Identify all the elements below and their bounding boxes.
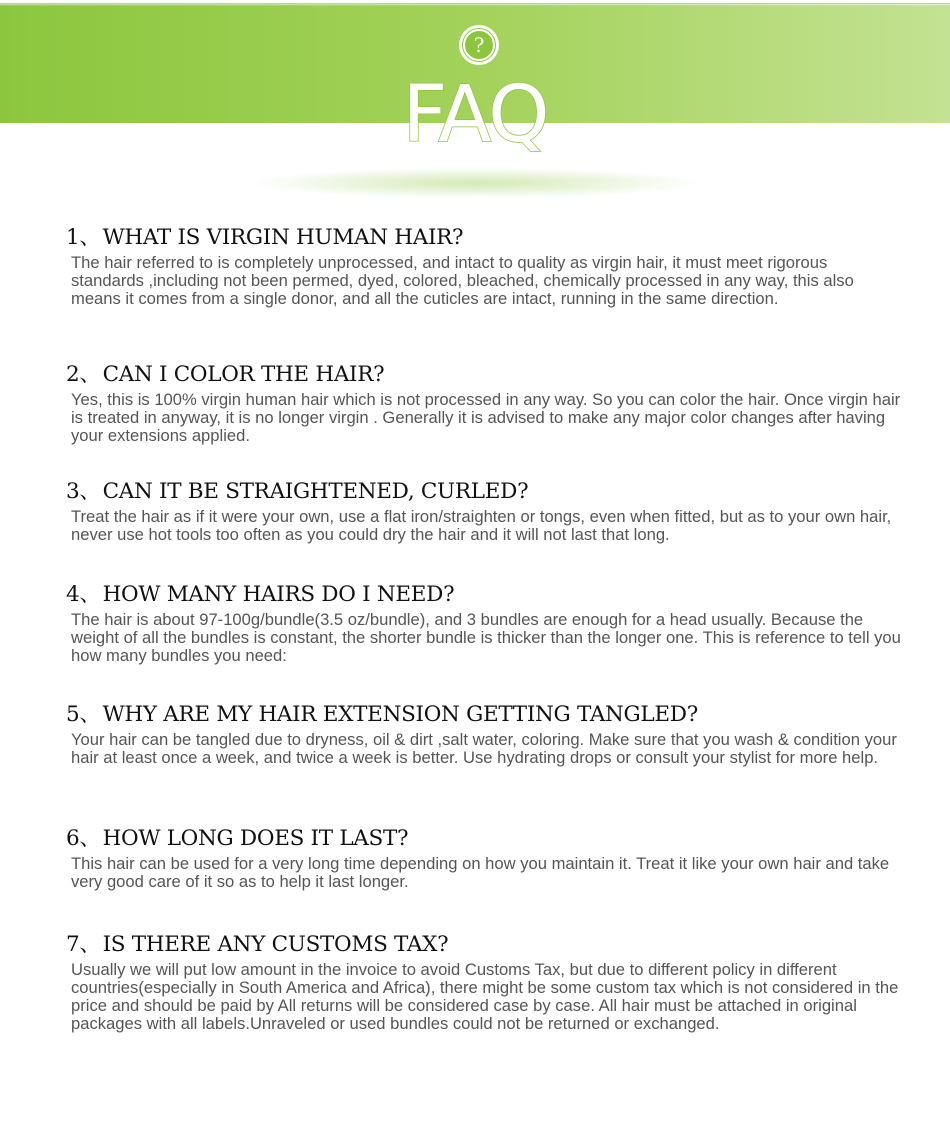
faq-answer: The hair is about 97-100g/bundle(3.5 oz/bundle), and 3 bundles are enough for a head usually. Because the weight of all the bundles is constant, the shorter bundle is thicker than the longer one. This is reference to tell you how many bundles you need:	[71, 610, 901, 665]
faq-question	[66, 361, 896, 389]
faq-question-text: IS THERE ANY CUSTOMS TAX?	[102, 932, 449, 957]
faq-answer: Yes, this is 100% virgin human hair which is not processed in any way. So you can color the hair. Once virgin hair is treated in anyway, it is no longer virgin . Generally it is advised to make any major color changes after having your extensions applied.	[71, 390, 901, 445]
faq-number: 3、	[66, 479, 101, 504]
faq-question-text: CAN I COLOR THE HAIR?	[102, 362, 385, 387]
question-mark-icon	[459, 25, 499, 65]
faq-answer: This hair can be used for a very long time depending on how you maintain it. Treat it like your own hair and take very good care of it so as to help it last longer.	[71, 854, 890, 891]
faq-question	[66, 825, 896, 853]
faq-item-1	[66, 224, 896, 308]
header-divider-line	[0, 3, 950, 4]
faq-number: 4、	[66, 582, 101, 607]
faq-answer: Treat the hair as if it were your own, use a flat iron/straighten or tongs, even when fitted, but as to your own hair, never use hot tools too often as you could dry the hair and it will not last that long.	[71, 507, 892, 544]
faq-question-text: WHY ARE MY HAIR EXTENSION GETTING TANGLED?	[102, 702, 698, 727]
faq-question	[66, 478, 896, 506]
question-mark-symbol: ?	[463, 29, 495, 61]
faq-question	[66, 224, 896, 252]
faq-question-text: HOW MANY HAIRS DO I NEED?	[102, 582, 455, 607]
faq-item-7	[66, 931, 899, 1033]
faq-question-text: HOW LONG DOES IT LAST?	[102, 826, 409, 851]
faq-number: 7、	[66, 932, 101, 957]
faq-number: 2、	[66, 362, 101, 387]
faq-number: 6、	[66, 826, 101, 851]
faq-question-text: CAN IT BE STRAIGHTENED, CURLED?	[102, 479, 529, 504]
faq-item-2	[66, 361, 901, 445]
faq-answer: Usually we will put low amount in the invoice to avoid Customs Tax, but due to different policy in different countries(especially in South America and Africa), there might be some custom tax which is not considered in the price and should be paid by All returns will be considered case by case. All hair must be attached in original packages with all labels.Unraveled or used bundles could not be returned or exchanged.	[71, 960, 899, 1033]
faq-answer: Your hair can be tangled due to dryness, oil & dirt ,salt water, coloring. Make sure that you wash & condition your hair at least once a week, and twice a week is better. Use hydrating drops or consult your stylist for more help.	[71, 730, 897, 767]
faq-question	[66, 581, 896, 609]
faq-item-3	[66, 478, 896, 544]
faq-question	[66, 931, 896, 959]
faq-item-4	[66, 581, 901, 665]
title-glow-decoration	[255, 168, 695, 198]
faq-question	[66, 701, 896, 729]
faq-item-6	[66, 825, 896, 891]
faq-answer: The hair referred to is completely unprocessed, and intact to quality as virgin hair, it must meet rigorous standards ,including not been permed, dyed, colored, bleached, chemically processed in any way, this also means it comes from a single donor, and all the cuticles are intact, running in the same direction.	[71, 253, 854, 308]
faq-question-text: WHAT IS VIRGIN HUMAN HAIR?	[102, 225, 464, 250]
faq-number: 5、	[66, 702, 101, 727]
faq-number: 1、	[66, 225, 101, 250]
page-title: FAQ	[402, 70, 548, 160]
faq-item-5	[66, 701, 896, 767]
